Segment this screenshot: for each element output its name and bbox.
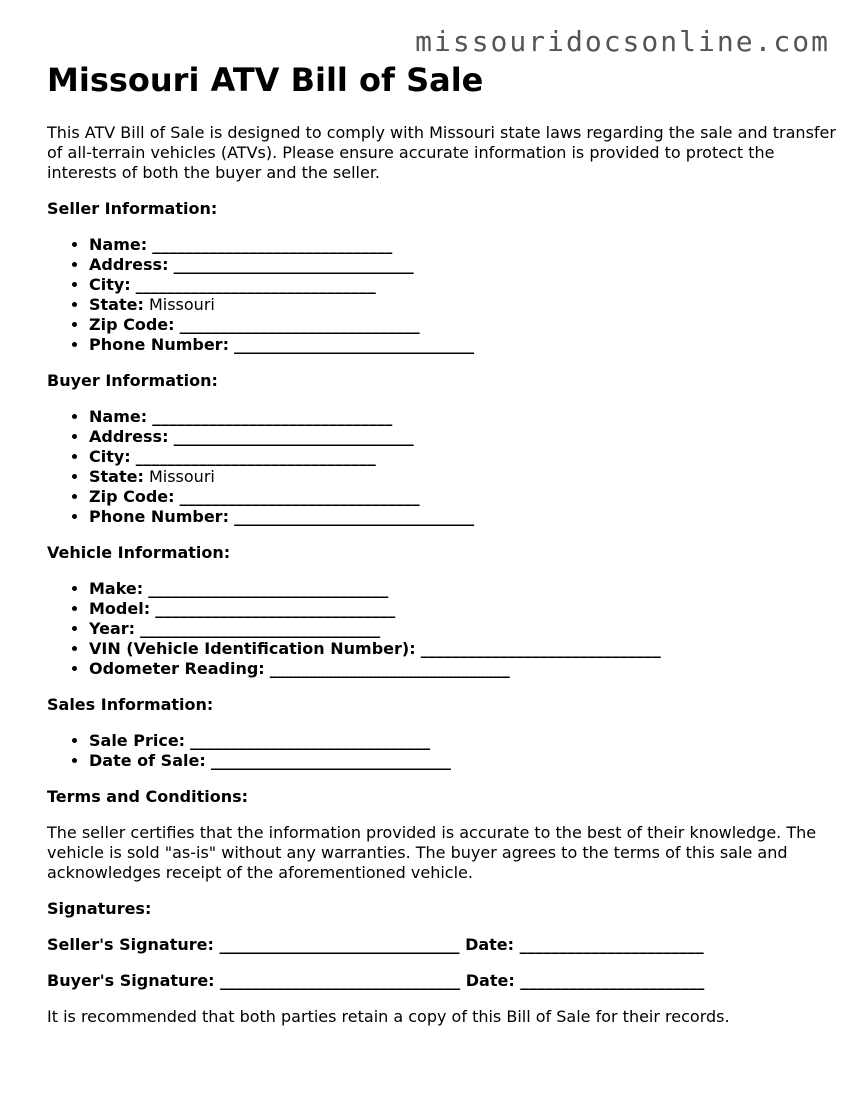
sale-date-field[interactable]: ______________________________ [210,751,451,770]
seller-list [47,235,837,355]
vehicle-heading: Vehicle Information: [47,543,231,562]
buyer-signature-label: Buyer's Signature: [47,971,215,990]
document-page [47,60,837,1027]
field-label: Zip Code: [89,315,175,334]
field-label: Name: [89,235,148,254]
field-label: Phone Number: [89,507,229,526]
buyer-address-item [89,427,837,447]
seller-heading: Seller Information: [47,199,218,218]
seller-address-item [89,255,837,275]
field-label: City: [89,275,131,294]
field-label: Date of Sale: [89,751,206,770]
closing-note: It is recommended that both parties retain a copy of this Bill of Sale for their records. [47,1007,730,1026]
field-label: Address: [89,427,169,446]
field-label: Zip Code: [89,487,175,506]
field-label: Year: [89,619,136,638]
buyer-state-item [89,467,837,487]
vehicle-year-field[interactable]: ______________________________ [140,619,381,638]
buyer-list [47,407,837,527]
vehicle-make-field[interactable]: ______________________________ [148,579,389,598]
buyer-date-field[interactable]: _______________________ [520,971,705,990]
seller-phone-field[interactable]: ______________________________ [234,335,475,354]
field-label: Name: [89,407,148,426]
seller-city-item [89,275,837,295]
buyer-date-label: Date: [465,971,515,990]
terms-heading: Terms and Conditions: [47,787,249,806]
terms-paragraph: The seller certifies that the information provided is accurate to the best of their knowledge. The vehicle is sold "as-is" without any warranties. The buyer agrees to the terms of this sale and acknowledges receipt of the aforementioned vehicle. [47,823,817,882]
field-label: Model: [89,599,151,618]
seller-address-field[interactable]: ______________________________ [173,255,414,274]
vehicle-model-item [89,599,837,619]
buyer-name-field[interactable]: ______________________________ [152,407,393,426]
field-label: Sale Price: [89,731,186,750]
vehicle-vin-item [89,639,837,659]
seller-zip-item [89,315,837,335]
seller-state-value: Missouri [148,295,215,314]
buyer-phone-item [89,507,837,527]
buyer-zip-field[interactable]: ______________________________ [179,487,420,506]
buyer-city-field[interactable]: ______________________________ [135,447,376,466]
sale-price-field[interactable]: ______________________________ [190,731,431,750]
intro-paragraph: This ATV Bill of Sale is designed to comply with Missouri state laws regarding the sale and transfer of all-terrain vehicles (ATVs). Please ensure accurate information is provided to protect the interests of both the buyer and the seller. [47,123,836,182]
vehicle-list [47,579,837,679]
field-label: Address: [89,255,169,274]
field-label: City: [89,447,131,466]
buyer-heading: Buyer Information: [47,371,218,390]
seller-signature-label: Seller's Signature: [47,935,214,954]
vehicle-model-field[interactable]: ______________________________ [155,599,396,618]
vehicle-odometer-item [89,659,837,679]
buyer-state-value: Missouri [148,467,215,486]
field-label: VIN (Vehicle Identification Number): [89,639,416,658]
seller-name-item [89,235,837,255]
sale-price-item [89,731,837,751]
vehicle-vin-field[interactable]: ______________________________ [420,639,661,658]
field-label: State: [89,467,144,486]
sale-date-item [89,751,837,771]
signatures-heading: Signatures: [47,899,152,918]
seller-phone-item [89,335,837,355]
buyer-signature-row [47,971,837,991]
buyer-city-item [89,447,837,467]
page-title: Missouri ATV Bill of Sale [47,61,484,99]
seller-date-label: Date: [465,935,515,954]
vehicle-make-item [89,579,837,599]
buyer-signature-field[interactable]: ______________________________ [220,971,461,990]
seller-city-field[interactable]: ______________________________ [135,275,376,294]
buyer-phone-field[interactable]: ______________________________ [234,507,475,526]
field-label: Phone Number: [89,335,229,354]
seller-state-item [89,295,837,315]
sales-list [47,731,837,771]
field-label: Odometer Reading: [89,659,265,678]
buyer-name-item [89,407,837,427]
field-label: State: [89,295,144,314]
vehicle-year-item [89,619,837,639]
site-watermark: missouridocsonline.com [415,25,830,58]
sales-heading: Sales Information: [47,695,214,714]
seller-name-field[interactable]: ______________________________ [152,235,393,254]
buyer-address-field[interactable]: ______________________________ [173,427,414,446]
seller-zip-field[interactable]: ______________________________ [179,315,420,334]
seller-date-field[interactable]: _______________________ [519,935,704,954]
seller-signature-row [47,935,837,955]
seller-signature-field[interactable]: ______________________________ [219,935,460,954]
buyer-zip-item [89,487,837,507]
vehicle-odometer-field[interactable]: ______________________________ [269,659,510,678]
field-label: Make: [89,579,144,598]
